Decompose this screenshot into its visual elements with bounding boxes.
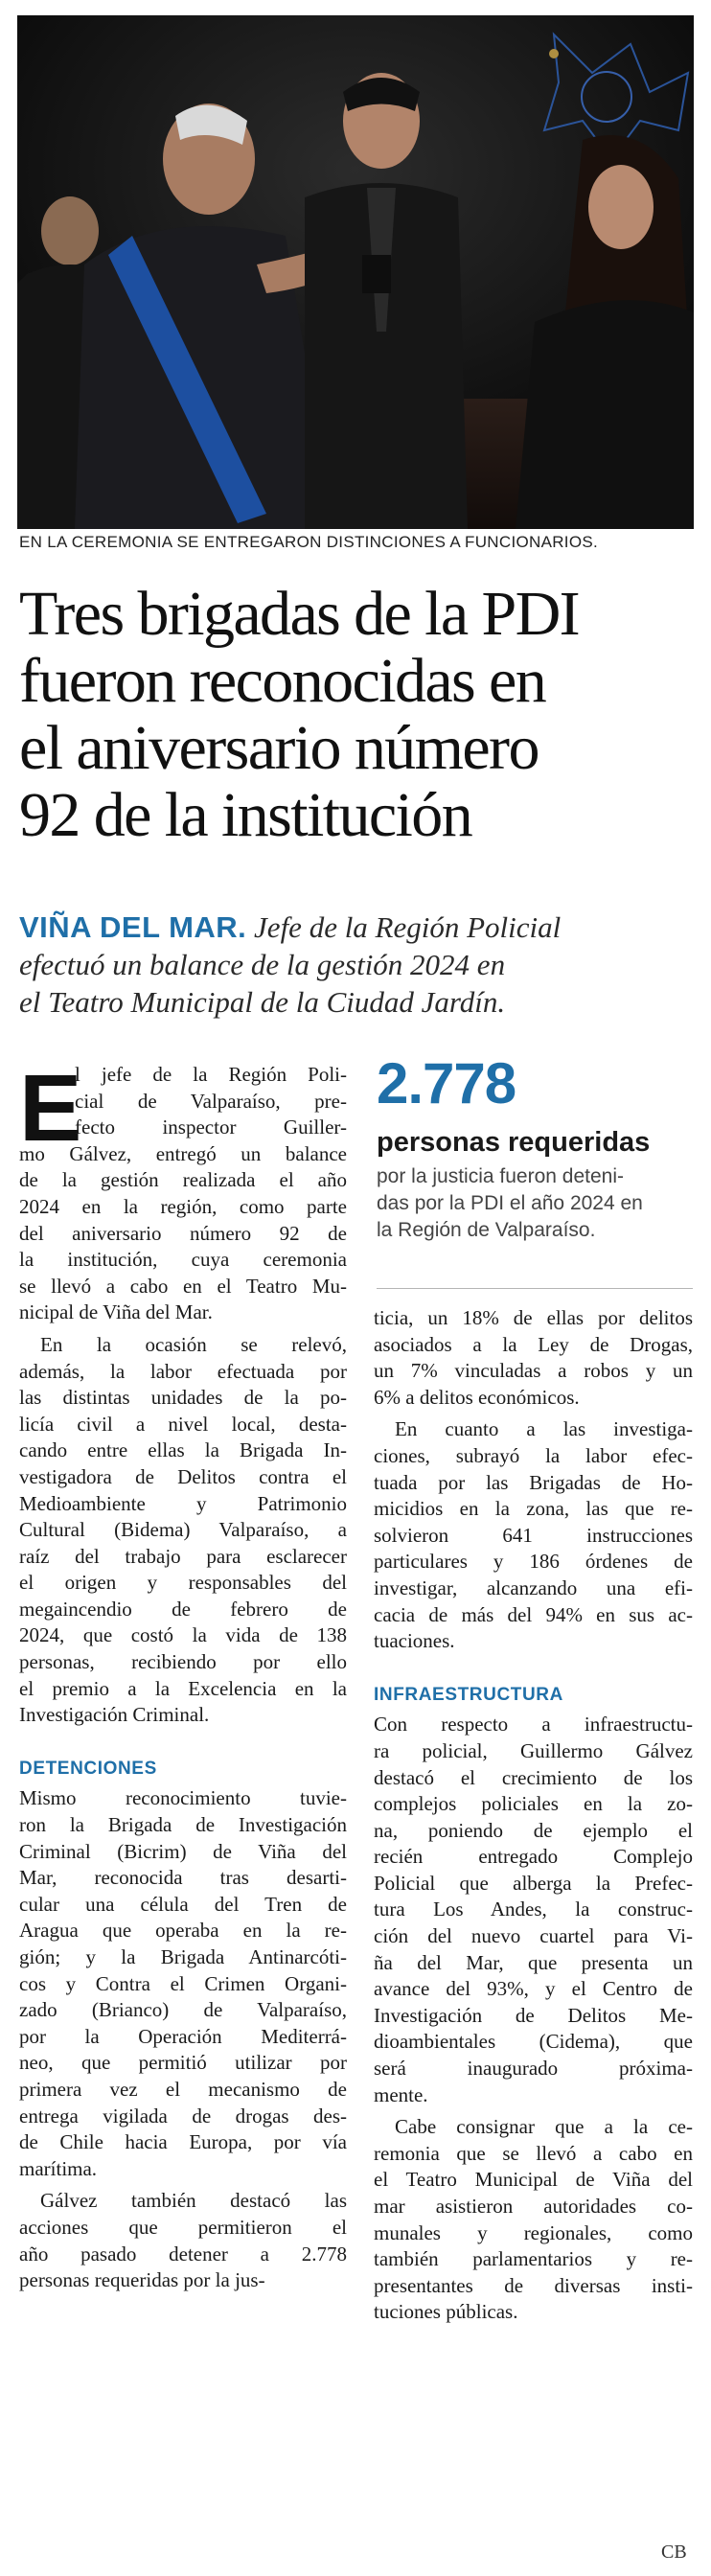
body-line: 2024, que costó la vida de 138 — [19, 1623, 347, 1647]
body-line: marítima. — [19, 2156, 98, 2180]
body-line: particulares y 186 órdenes de — [374, 1550, 693, 1574]
end-mark: CB — [661, 2542, 687, 2563]
body-line: ron la Brigada de Investigación — [19, 1813, 347, 1837]
headline-line: fueron reconocidas en — [19, 646, 546, 716]
body-line: la institución, cuya ceremonia — [19, 1248, 347, 1272]
body-line: Cabe consignar que a la ce- — [395, 2115, 693, 2139]
body-line: investigar, alcanzando una efi- — [374, 1576, 693, 1599]
body-line: mente. — [374, 2082, 428, 2106]
stat-number: 2.778 — [377, 1051, 516, 1116]
body-line: personas requeridas por la jus- — [19, 2268, 265, 2292]
body-line: tura Los Andes, la construc- — [374, 1898, 693, 1921]
stat-desc-line: la Región de Valparaíso. — [377, 1219, 596, 1241]
body-line: Medioambiente y Patrimonio — [19, 1491, 347, 1515]
photo-caption: EN LA CEREMONIA SE ENTREGARON DISTINCIONES A FUNCIONARIOS. — [19, 533, 599, 551]
body-line: raíz del trabajo para esclarecer — [19, 1544, 347, 1568]
body-line: ciones, subrayó la labor efec- — [374, 1443, 693, 1467]
body-line: primera vez el mecanismo de — [19, 2077, 347, 2101]
stat-desc-line: das por la PDI el año 2024 en — [377, 1192, 643, 1214]
body-line: remonia que se llevó a cabo en — [374, 2141, 693, 2165]
headline — [19, 581, 694, 849]
body-line: cando entre ellas la Brigada In- — [19, 1438, 347, 1462]
lead-line: efectuó un balance de la gestión 2024 en — [19, 948, 506, 981]
body-line: neo, que permitió utilizar por — [19, 2051, 347, 2075]
subhead-infraestructura: INFRAESTRUCTURA — [374, 1684, 563, 1705]
body-line: l jefe de la Región Poli- — [75, 1063, 347, 1086]
body-line: Mismo reconocimiento tuvie- — [19, 1786, 347, 1810]
body-line: munales y regionales, como — [374, 2220, 693, 2244]
lead-line: el Teatro Municipal de la Ciudad Jardín. — [19, 985, 506, 1019]
body-line: por la Operación Mediterrá- — [19, 2024, 347, 2048]
body-line: personas, recibiendo por ello — [19, 1650, 347, 1674]
body-line: año pasado detener a 2.778 — [19, 2242, 347, 2266]
body-line: tuaciones. — [374, 1629, 455, 1653]
body-line: megaincendio de febrero de — [19, 1597, 347, 1621]
body-line: acciones que permitieron el — [19, 2215, 347, 2239]
body-line: avance del 93%, y el Centro de — [374, 1977, 693, 2001]
body-line: ción del nuevo cuartel para Vi- — [374, 1924, 693, 1948]
body-line: fecto inspector Guiller- — [75, 1116, 347, 1139]
body-line: solvieron 641 instrucciones — [374, 1523, 693, 1547]
lead-line: Jefe de la Región Policial — [254, 910, 562, 944]
body-line: Investigación Criminal. — [19, 1703, 210, 1727]
headline-line: 92 de la institución — [19, 780, 472, 850]
subhead-detenciones: DETENCIONES — [19, 1758, 157, 1779]
body-line: gión; y la Brigada Antinarcóti- — [19, 1945, 347, 1968]
body-line: Cultural (Bidema) Valparaíso, a — [19, 1518, 347, 1542]
body-line: Policial que alberga la Prefec- — [374, 1871, 693, 1895]
body-line: cos y Contra el Crimen Organi- — [19, 1971, 347, 1995]
body-line: cular una célula del Tren de — [19, 1892, 347, 1916]
body-line: En la ocasión se relevó, — [40, 1332, 347, 1356]
body-line: dioambientales (Cidema), que — [374, 2030, 693, 2054]
body-line: entrega vigilada de drogas des- — [19, 2104, 347, 2128]
headline-line: Tres brigadas de la PDI — [19, 579, 580, 649]
body-line: será inaugurado próxima- — [374, 2057, 693, 2081]
body-line: también parlamentarios y re- — [374, 2247, 693, 2271]
body-line: el premio a la Excelencia en la — [19, 1676, 347, 1700]
headline-line: el aniversario número — [19, 713, 539, 783]
body-line: ña del Mar, que presenta un — [374, 1950, 693, 1974]
body-line: tuada por las Brigadas de Ho- — [374, 1470, 693, 1494]
body-line: na, poniendo de ejemplo el — [374, 1818, 693, 1842]
body-line: destacó el crecimiento de los — [374, 1765, 693, 1789]
body-line: Gálvez también destacó las — [40, 2189, 347, 2213]
body-line: se llevó a cabo en el Teatro Mu- — [19, 1274, 347, 1298]
body-line: micidios en la zona, las que re- — [374, 1497, 693, 1521]
body-line: ticia, un 18% de ellas por delitos — [374, 1306, 693, 1329]
drop-cap: E — [19, 1055, 82, 1161]
body-column-left — [19, 1055, 347, 2300]
ceremony-illustration — [17, 15, 694, 529]
body-line: el Teatro Municipal de Viña del — [374, 2168, 693, 2192]
lead-place: VIÑA DEL MAR. — [19, 910, 247, 944]
body-line: cacia de más del 94% en sus ac- — [374, 1602, 693, 1626]
body-line: recién entregado Complejo — [374, 1845, 693, 1869]
body-line: licía civil a nivel local, desta- — [19, 1412, 347, 1436]
body-line: de la gestión realizada el año — [19, 1168, 347, 1192]
body-line: Investigación de Delitos Me- — [374, 2003, 693, 2027]
stat-description — [377, 1163, 693, 1244]
body-line: de Chile hacia Europa, por vía — [19, 2130, 347, 2154]
body-line: las distintas unidades de la po- — [19, 1386, 347, 1410]
body-line: zado (Brianco) de Valparaíso, — [19, 1998, 347, 2022]
body-line: además, la labor efectuada por — [19, 1359, 347, 1383]
body-line: mo Gálvez, entregó un balance — [19, 1141, 347, 1165]
body-line: tuciones públicas. — [374, 2300, 518, 2324]
body-line: Con respecto a infraestructu- — [374, 1713, 693, 1736]
body-line: cial de Valparaíso, pre- — [75, 1089, 347, 1113]
body-line: del aniversario número 92 de — [19, 1221, 347, 1245]
lead-paragraph — [19, 908, 694, 1021]
stat-desc-line: por la justicia fueron deteni- — [377, 1165, 624, 1187]
body-line: Aragua que operaba en la re- — [19, 1919, 347, 1943]
body-line: asociados a la Ley de Drogas, — [374, 1332, 693, 1356]
body-line: un 7% vinculadas a robos y un — [374, 1359, 693, 1383]
body-line: el origen y responsables del — [19, 1571, 347, 1595]
body-line: ra policial, Guillermo Gálvez — [374, 1738, 693, 1762]
stat-label: personas requeridas — [377, 1127, 651, 1158]
stat-divider — [377, 1288, 693, 1289]
body-line: Mar, reconocida tras desarti- — [19, 1866, 347, 1890]
body-column-right — [374, 1305, 693, 2332]
ceremony-photo — [17, 15, 694, 529]
body-line: Criminal (Bicrim) de Viña del — [19, 1839, 347, 1863]
body-line: vestigadora de Delitos contra el — [19, 1464, 347, 1488]
body-line: En cuanto a las investiga- — [395, 1417, 693, 1441]
body-line: 2024 en la región, como parte — [19, 1194, 347, 1218]
body-line: mar asistieron autoridades co- — [374, 2195, 693, 2218]
body-line: presentantes de diversas insti- — [374, 2273, 693, 2297]
body-line: 6% a delitos económicos. — [374, 1385, 580, 1409]
body-line: nicipal de Viña del Mar. — [19, 1300, 213, 1324]
body-line: complejos policiales en la zo- — [374, 1792, 693, 1816]
